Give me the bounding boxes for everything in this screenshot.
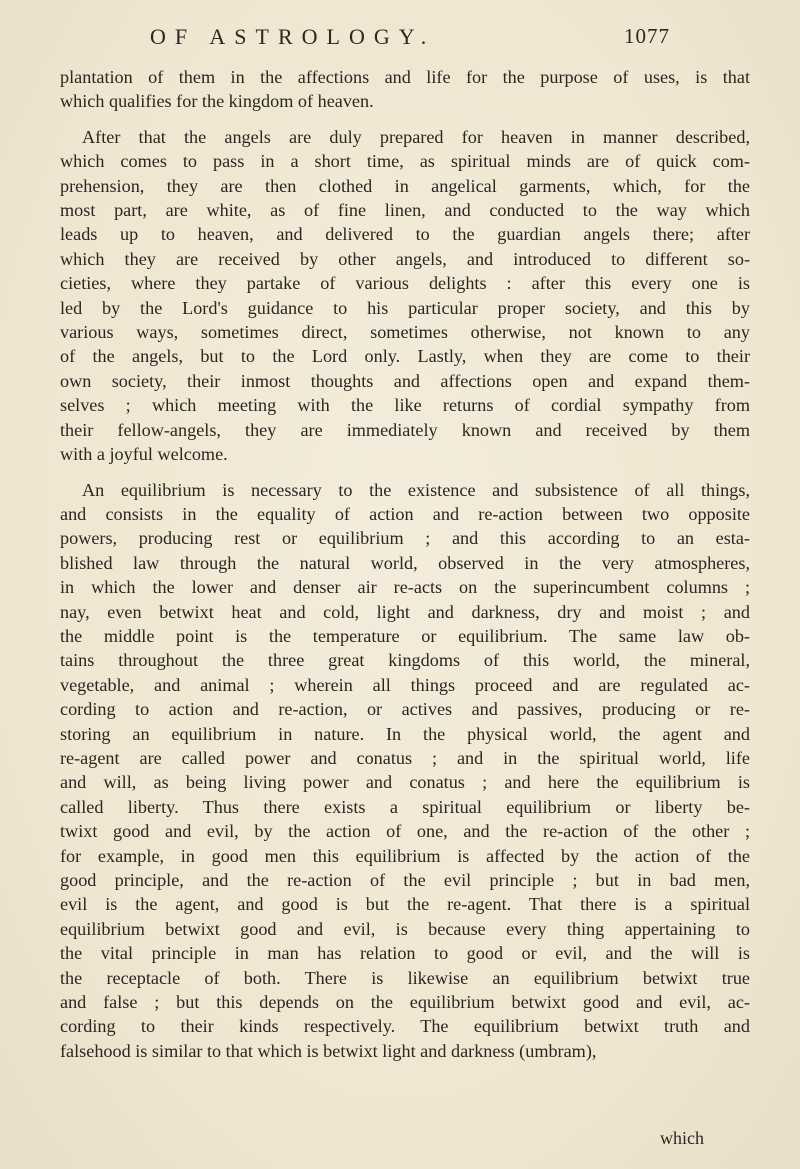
text-line: selves ; which meeting with the like returns of cordial sympathy from (60, 395, 750, 416)
text-line: called liberty. Thus there exists a spiritual equilibrium or liberty be- (60, 796, 750, 817)
text-line: tains throughout the three great kingdoms of this world, the mineral, (60, 650, 750, 671)
paragraph (60, 65, 750, 114)
text-line: cording to action and re-action, or actives and passives, producing or re- (60, 699, 750, 720)
text-line: which they are received by other angels, and introduced to different so- (60, 248, 750, 269)
text-line: most part, are white, as of fine linen, and conducted to the way which (60, 200, 750, 221)
text-line: cording to their kinds respectively. The equilibrium betwixt truth and (60, 1016, 750, 1037)
text-line: leads up to heaven, and delivered to the guardian angels there; after (60, 224, 750, 245)
text-line: re-agent are called power and conatus ; and in the spiritual world, life (60, 747, 750, 768)
text-line: the receptacle of both. There is likewise an equilibrium betwixt true (60, 967, 750, 988)
page-number: 1077 (624, 24, 670, 48)
text-line: and false ; but this depends on the equilibrium betwixt good and evil, ac- (60, 992, 750, 1013)
text-line: storing an equilibrium in nature. In the physical world, the agent and (60, 723, 750, 744)
text-line: blished law through the natural world, observed in the very atmospheres, (60, 552, 750, 573)
text-line: falsehood is similar to that which is betwixt light and darkness (umbram), (60, 1040, 597, 1061)
text-line: cieties, where they partake of various delights : after this every one is (60, 273, 750, 294)
body-text (60, 65, 750, 1074)
text-line: which comes to pass in a short time, as spiritual minds are of quick com- (60, 151, 750, 172)
paragraph (60, 125, 750, 467)
text-line: with a joyful welcome. (60, 444, 228, 465)
text-line: plantation of them in the affections and life for the purpose of uses, is that (60, 67, 750, 87)
text-line: of the angels, but to the Lord only. Lastly, when they are come to their (60, 346, 750, 367)
paragraph (60, 478, 750, 1064)
text-line: own society, their inmost thoughts and affections open and expand them- (60, 370, 750, 391)
text-line: and consists in the equality of action and re-action between two opposite (60, 503, 750, 524)
text-line: twixt good and evil, by the action of one, and the re-action of the other ; (60, 821, 750, 842)
text-line: for example, in good men this equilibrium is affected by the action of the (60, 845, 750, 866)
running-head (150, 24, 670, 54)
text-line: led by the Lord's guidance to his particular proper society, and this by (60, 297, 750, 318)
text-line: vegetable, and animal ; wherein all things proceed and are regulated ac- (60, 674, 750, 695)
text-line: After that the angels are duly prepared for heaven in manner described, (82, 126, 750, 147)
running-title: OF ASTROLOGY. (150, 24, 436, 49)
text-line: evil is the agent, and good is but the re-agent. That there is a spiritual (60, 894, 750, 915)
text-line: the vital principle in man has relation to good or evil, and the will is (60, 943, 750, 964)
text-line: their fellow-angels, they are immediately known and received by them (60, 419, 750, 440)
text-line: good principle, and the re-action of the evil principle ; but in bad men, (60, 870, 750, 890)
text-line: equilibrium betwixt good and evil, is because every thing appertaining to (60, 918, 750, 939)
text-line: powers, producing rest or equilibrium ; and this according to an esta- (60, 528, 750, 549)
text-line: prehension, they are then clothed in angelical garments, which, for the (60, 175, 750, 196)
text-line: An equilibrium is necessary to the existence and subsistence of all things, (82, 479, 750, 500)
text-line: in which the lower and denser air re-acts on the superincumbent columns ; (60, 577, 750, 598)
text-line: which qualifies for the kingdom of heaven. (60, 91, 374, 112)
text-line: the middle point is the temperature or equilibrium. The same law ob- (60, 625, 750, 646)
text-line: and will, as being living power and conatus ; and here the equilibrium is (60, 772, 750, 793)
catchword: which (660, 1128, 704, 1148)
text-line: various ways, sometimes direct, sometimes otherwise, not known to any (60, 322, 750, 343)
text-line: nay, even betwixt heat and cold, light and darkness, dry and moist ; and (60, 601, 750, 622)
